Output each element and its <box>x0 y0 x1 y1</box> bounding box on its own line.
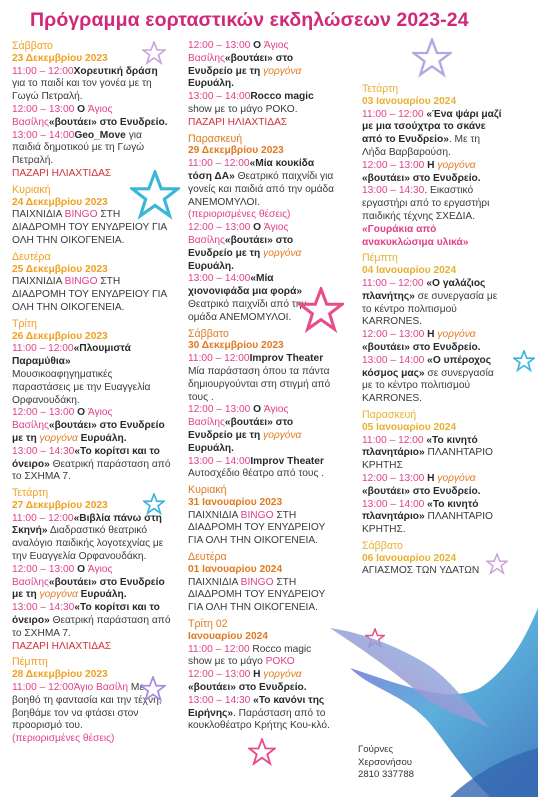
event-title: «Το κινητό πλανητάριο» <box>362 498 479 523</box>
event-text: ΣΤΗ ΔΙΑΔΡΟΜΗ ΤΟΥ ΕΝΥΔΡΕΙΟΥ ΓΙΑ ΟΛΗ ΤΗΝ ΟΙΚΟΓΕΝΕΙΑ. <box>12 276 167 313</box>
event-time: 12:00 – 13:00 <box>188 669 251 681</box>
event-time: 13:00 – 14:30 <box>188 694 251 706</box>
santa-name: Άγιος Βασίλης <box>188 40 289 64</box>
event-time: 13:00 – 14:00 <box>12 129 75 141</box>
event-time: 13:00 – 14:00 <box>188 91 251 103</box>
event-time: 11:00 – 12:00 <box>12 682 74 694</box>
event-text: . Με τη Λήδα Βαρβαρούση. <box>362 134 481 158</box>
event-text: . Εικαστικό εργαστήρι από το εργαστήρι παιδικής τέχνης ΣΧΕΔΙΑ. <box>362 185 490 222</box>
event-text: ΠΛΑΝΗΤΑΡΙΟ ΚΡΗΤΗΣ. <box>362 511 493 536</box>
event-text: Διαδραστικό θεατρικό αναλόγιο παιδικής λογοτεχνίας με την Ευαγγελία Ορφανουδάκη. <box>12 525 164 563</box>
event-text: ΠΛΑΝΗΤΑΡΙΟ ΚΡΗΤΗΣ <box>362 447 493 472</box>
bingo-label: BINGO <box>64 209 98 221</box>
event-time: 11:00 – 12:00 <box>188 353 250 365</box>
event-text: ΑΓΙΑΣΜΟΣ ΤΩΝ ΥΔΑΤΩΝ <box>362 565 480 577</box>
event-title: Ευρυάλη. <box>77 432 127 444</box>
event-title: «βουτάει» στο Ενυδρείο με τη <box>188 417 294 441</box>
event-title: «Το κορίτσι και το όνειρο» <box>12 602 160 627</box>
mermaid-name: γοργόνα <box>263 65 302 77</box>
event-date: 27 Δεκεμβρίου 2023 <box>12 499 108 511</box>
event-text: ΣΤΗ ΔΙΑΔΡΟΜΗ ΤΟΥ ΕΝΥΔΡΕΙΟΥ ΓΙΑ ΟΛΗ ΤΗΝ ΟΙΚΟΓΕΝΕΙΑ. <box>12 209 167 246</box>
event-time: 12:00 – 13:00 <box>362 329 425 341</box>
santa-name: Άγιος Βασίλης <box>12 103 113 128</box>
day-block <box>12 318 172 484</box>
event-text: . Παράσταση από το κουκλοθέατρο Κρήτης Κου-κλό. <box>188 707 330 732</box>
event-date: 04 Ιανουαρίου 2024 <box>362 265 457 277</box>
event-text: Ο <box>250 40 264 51</box>
limited-seats-note: (περιορισμένες θέσεις) <box>188 209 291 221</box>
event-item <box>12 343 172 407</box>
event-time: 11:00 – 12:00 <box>362 277 424 289</box>
event-text: ΣΤΗ ΔΙΑΔΡΟΜΗ ΤΟΥ ΕΝΥΔΡΕΙΟΥ ΓΙΑ ΟΛΗ ΤΗΝ ΟΙΚΟΓΕΝΕΙΑ. <box>188 509 326 547</box>
event-title: «βουτάει» στο Ενυδρείο με τη <box>188 52 294 77</box>
day-block <box>362 540 502 578</box>
event-title: «Πλουμιστά Παραμύθια» <box>12 343 131 368</box>
event-date: 26 Δεκεμβρίου 2023 <box>12 330 108 342</box>
event-item <box>188 353 336 404</box>
santa-name: Άγιος Βασίλης <box>188 222 289 246</box>
bingo-label: BINGO <box>240 509 274 521</box>
event-title: Rocco magic <box>250 91 314 103</box>
event-text: Ο <box>74 563 88 575</box>
event-title: «Το κορίτσι και το όνειρο» <box>12 445 160 470</box>
day-name: Σάββατο <box>12 40 53 52</box>
event-text: show με το μάγο ΡΟΚΟ. <box>188 103 298 115</box>
day-name: Σάββατο <box>362 539 403 552</box>
day-name: Κυριακή <box>12 183 51 196</box>
santa-name: Άγιο Βασίλη <box>73 682 129 694</box>
event-time: 11:00 – 12:00 <box>12 65 74 77</box>
event-time: 12:00 – 13:00 <box>188 40 251 51</box>
event-time: 12:00 – 13:00 <box>362 472 425 484</box>
santa-name: Άγιος Βασίλης <box>188 404 289 429</box>
event-title: Improv Theater <box>249 353 324 365</box>
bingo-label: BINGO <box>240 576 274 588</box>
event-title: «Βιβλία πάνω στη Σκηνή» <box>12 512 162 537</box>
event-text: Θεατρικό παιχνίδι από την ομάδα ΑΝΕΜΟΜΥΛΟΙ. <box>188 298 307 323</box>
event-date: 30 Δεκεμβρίου 2023 <box>188 340 284 352</box>
event-text: Αυτοσχέδιο θέατρο από τους <box>188 468 322 480</box>
event-date: 23 Δεκεμβρίου 2023 <box>12 52 108 64</box>
event-text: Η <box>250 669 264 681</box>
star-icon <box>248 738 276 766</box>
event-time: 11:00 – 12:00 <box>12 343 74 355</box>
event-text: να φτάσει στον προορισμό του. <box>12 707 139 732</box>
event-item <box>12 66 172 104</box>
column-right <box>362 83 502 581</box>
event-title: «Μία χιονονιφάδα μια φορά» <box>188 273 303 298</box>
event-title: «Μία κουκίδα τόση ΔΑ» <box>188 158 315 182</box>
santa-name: Άγιος Βασίλης <box>12 563 113 588</box>
day-block <box>188 328 336 482</box>
day-name: Τρίτη <box>12 317 37 330</box>
event-text: Η <box>424 329 438 341</box>
event-item <box>362 160 502 186</box>
event-item <box>12 407 172 445</box>
bazaar-label: ΠΑΖΑΡΙ ΗΛΙΑΧΤΙΔΑΣ <box>188 116 288 128</box>
day-block <box>188 551 336 615</box>
mermaid-name: γοργόνα <box>39 432 78 444</box>
event-time: 13:00 – 14:00 <box>362 354 425 366</box>
event-title: «Ένα ψάρι μαζί με μια τσούχτρα το σκάνε από το Ενυδρείο» <box>362 108 502 146</box>
event-text: . <box>321 468 325 480</box>
mermaid-name: γοργόνα <box>263 669 302 681</box>
event-title: «βουτάει» στο Ενυδρείο. <box>362 485 481 497</box>
event-title: «βουτάει» στο Ενυδρείο με τη <box>12 420 165 444</box>
event-text: ΠΑΙΧΝΙΔΙΑ <box>12 209 65 221</box>
event-date: 06 Ιανουαρίου 2024 <box>362 552 457 564</box>
event-title: «Ο γαλάζιος πλανήτης» <box>362 277 486 302</box>
event-time: 12:00 – 13:00 <box>188 404 251 416</box>
event-date: 01 Ιανουαρίου 2024 <box>188 563 283 575</box>
phone-number: 2810 337788 <box>358 769 415 780</box>
event-time: 12:00 – 13:00 <box>188 222 251 234</box>
event-time: 13:00 – 14:30 <box>12 445 75 457</box>
event-title: «Ο υπέροχος κόσμος μας» <box>362 354 492 379</box>
day-block <box>188 618 336 733</box>
event-text: ΣΤΗ ΔΙΑΔΡΟΜΗ ΤΟΥ ΕΝΥΔΡΕΙΟΥ ΓΙΑ ΟΛΗ ΤΗΝ ΟΙΚΟΓΕΝΕΙΑ. <box>188 576 326 614</box>
event-text: Θεατρική παράσταση από το ΣΧΗΜΑ 7. <box>12 458 171 483</box>
star-icon <box>298 287 344 333</box>
event-date: 05 Ιανουαρίου 2024 <box>362 421 457 433</box>
event-item <box>12 446 172 484</box>
event-time: 13:00 – 14:30 <box>362 185 425 197</box>
event-title: «βουτάει» στο Ενυδρείο. <box>362 341 481 353</box>
event-text: Ο <box>250 404 264 416</box>
day-block <box>362 83 502 249</box>
event-time: 11:00 – 12:00 <box>188 643 250 655</box>
event-time: 13:00 – 14:30 <box>12 602 75 614</box>
event-item <box>188 40 336 91</box>
magician-name: ΡΟΚΟ <box>265 656 295 668</box>
event-time: 11:00 – 12:00 <box>188 158 250 170</box>
column-left <box>12 40 172 749</box>
event-item <box>188 222 336 273</box>
event-text: για παιδιά δημοτικού με τη Γωγώ Πετραλή. <box>12 129 145 167</box>
day-name: Σάββατο <box>188 327 229 340</box>
event-time: 11:00 – 12:00 <box>362 434 424 446</box>
star-icon <box>130 170 180 220</box>
day-name: Κυριακή <box>188 484 227 497</box>
event-item <box>362 185 502 249</box>
event-title: Improv Theater <box>250 455 324 467</box>
bazaar-label: ΠΑΖΑΡΙ ΗΛΙΑΧΤΙΔΑΣ <box>12 167 112 179</box>
event-text: για το παιδί και τον γονέα με τη Γωγώ Πετραλή. <box>12 78 152 103</box>
day-name: Δευτέρα <box>188 551 227 564</box>
day-block <box>188 484 336 548</box>
event-item <box>188 510 336 548</box>
event-title: «βουτάει» στο Ενυδρείο. <box>48 116 168 128</box>
event-date: 28 Δεκεμβρίου 2023 <box>12 669 108 681</box>
event-item <box>12 513 172 564</box>
event-title: «βουτάει» στο Ενυδρείο με τη <box>12 576 165 601</box>
event-text: Ο <box>74 407 88 419</box>
event-date: 29 Δεκεμβρίου 2023 <box>188 145 284 157</box>
mermaid-name: γοργόνα <box>437 159 476 171</box>
event-item <box>362 355 502 406</box>
star-icon <box>143 493 165 515</box>
event-item <box>362 565 502 578</box>
event-item <box>362 109 502 160</box>
event-time: 11:00 – 12:00 <box>12 512 74 524</box>
event-title: Χορευτική δράση <box>73 65 158 77</box>
day-name: Πέμπτη <box>12 656 48 669</box>
event-item <box>362 435 502 473</box>
event-item <box>188 404 336 455</box>
event-date: Ιανουαρίου 2024 <box>188 630 268 642</box>
event-date: 31 Ιανουαρίου 2023 <box>188 496 283 508</box>
bazaar-label: ΠΑΖΑΡΙ ΗΛΙΑΧΤΙΔΑΣ <box>12 640 112 652</box>
event-time: 12:00 – 13:00 <box>12 103 75 115</box>
event-title: Ευρυάλη. <box>188 78 234 90</box>
event-text: ΠΑΙΧΝΙΔΙΑ <box>188 576 241 588</box>
event-text: Η <box>424 472 438 484</box>
day-name: Τετάρτη <box>362 83 399 95</box>
event-item <box>12 564 172 602</box>
event-title: Ευρυάλη. <box>188 260 234 272</box>
event-title: «Το κινητό πλανητάριο» <box>362 434 478 459</box>
event-text: . <box>210 391 214 403</box>
day-block <box>12 251 172 315</box>
event-title: «Γουράκια από ανακυκλώσιμα υλικά» <box>362 223 469 248</box>
day-name: Παρασκευή <box>362 408 417 421</box>
day-name: Τετάρτη <box>12 487 49 500</box>
event-title: Geo_Move <box>74 129 126 141</box>
event-time: 13:00 – 14:00 <box>362 498 425 510</box>
mermaid-name: γοργόνα <box>39 589 78 601</box>
event-item <box>188 577 336 615</box>
event-text: Η <box>424 159 438 171</box>
event-text: Ο <box>250 222 264 234</box>
event-text: Rocco magic show με το μάγο <box>188 643 312 668</box>
day-name: Τρίτη 02 <box>188 618 228 631</box>
column-middle <box>188 40 336 736</box>
event-item <box>12 602 172 640</box>
event-text: Με βοηθό τη φαντασία και την τέχνη, βοηθάμε τον <box>12 682 162 719</box>
event-text: σε συνεργασία με το κέντρο πολιτισμού KARRONES. <box>362 367 494 405</box>
event-time: 11:00 – 12:00 <box>362 108 424 120</box>
address-line: Χερσονήσου <box>358 756 413 768</box>
event-title: «βουτάει» στο Ενυδρείο με τη <box>188 234 294 259</box>
santa-name: Άγιος Βασίλης <box>12 407 113 432</box>
event-text: Θεατρικό παιχνίδι για γονείς και παιδιά από την ομάδα ΑΝΕΜΟΜΥΛΟΙ. <box>188 170 335 208</box>
day-block <box>362 409 502 537</box>
day-name: Παρασκευή <box>188 132 243 145</box>
event-title: «βουτάει» στο Ενυδρείο. <box>362 172 481 184</box>
event-title: Ευρυάλη. <box>77 589 127 601</box>
event-time: 12:00 – 13:00 <box>12 407 75 419</box>
event-item <box>188 644 336 670</box>
address-line: Γούρνες <box>358 744 394 755</box>
event-item <box>12 104 172 130</box>
event-item <box>188 456 336 482</box>
event-title: Ευρυάλη. <box>188 442 234 454</box>
event-time: 13:00 – 14:00 <box>188 455 251 467</box>
address-block <box>358 744 414 782</box>
star-icon <box>140 676 166 702</box>
event-time: 12:00 – 13:00 <box>12 563 75 575</box>
event-title: «βουτάει» στο Ενυδρείο. <box>188 682 307 694</box>
mermaid-name: γοργόνα <box>263 247 302 259</box>
event-time: 12:00 – 13:00 <box>362 159 425 171</box>
bingo-label: BINGO <box>64 276 98 288</box>
event-item <box>188 695 336 733</box>
event-item <box>362 473 502 499</box>
event-date: 24 Δεκεμβρίου 2023 <box>12 196 108 208</box>
event-text: Μία παράσταση όπου τα πάντα δημιουργούνται στη στιγμή από τους <box>188 365 331 403</box>
page-title: Πρόγραμμα εορταστικών εκδηλώσεων 2023-24 <box>30 9 469 31</box>
event-item <box>12 276 172 314</box>
mermaid-name: γοργόνα <box>263 429 302 441</box>
event-date: 25 Δεκεμβρίου 2023 <box>12 263 108 275</box>
limited-seats-note: (περιορισμένες θέσεις) <box>12 733 115 745</box>
event-title: «Το κανόνι της Ειρήνης» <box>188 694 325 719</box>
event-text: Ο <box>74 103 88 115</box>
event-item <box>188 158 336 209</box>
event-item <box>362 278 502 329</box>
day-name: Δευτέρα <box>12 250 51 263</box>
event-text: σε συνεργασία με το κέντρο πολιτισμού KARRONES. <box>362 290 498 328</box>
event-item <box>188 91 336 117</box>
mermaid-name: γοργόνα <box>437 329 476 341</box>
event-item <box>188 669 336 695</box>
mermaid-name: γοργόνα <box>437 472 476 484</box>
event-item <box>362 499 502 537</box>
day-block <box>362 252 502 406</box>
event-item <box>12 130 172 168</box>
event-time: 13:00 – 14:00 <box>188 273 251 285</box>
event-date: 03 Ιανουαρίου 2024 <box>362 95 457 107</box>
event-text: ΠΑΙΧΝΙΔΙΑ <box>188 509 241 521</box>
star-icon <box>513 350 535 372</box>
event-text: Θεατρική παράσταση από το ΣΧΗΜΑ 7. <box>12 615 171 639</box>
day-block <box>188 40 336 130</box>
event-text: ΠΑΙΧΝΙΔΙΑ <box>12 276 65 288</box>
star-icon <box>412 38 452 78</box>
star-icon <box>486 553 508 575</box>
day-name: Πέμπτη <box>362 252 398 265</box>
event-item <box>362 329 502 355</box>
event-text: Μουσικοαφηγηματικές παραστάσεις με την Ευαγγελία Ορφανουδάκη. <box>12 368 151 406</box>
star-icon <box>142 41 166 65</box>
